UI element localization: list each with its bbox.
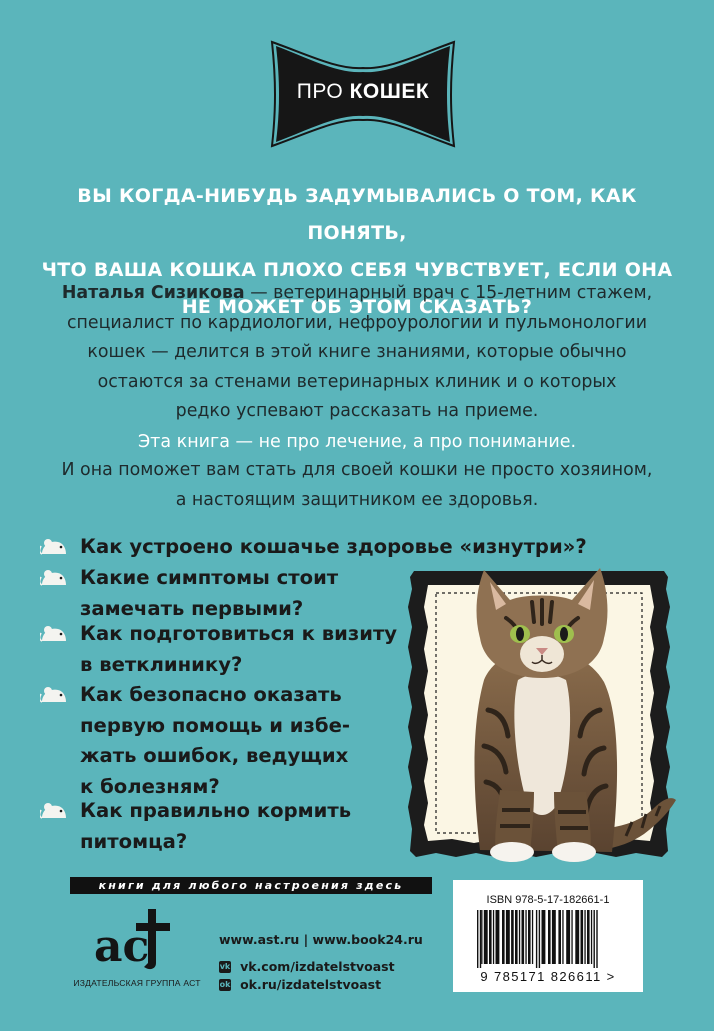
website-links[interactable]: www.ast.ru | www.book24.ru	[219, 932, 423, 947]
ean-barcode	[475, 910, 625, 968]
headline-line: ВЫ КОГДА-НИБУДЬ ЗАДУМЫВАЛИСЬ О ТОМ, КАК ПОНЯТЬ,	[77, 185, 637, 244]
help-line: а настоящим защитником ее здоровья.	[175, 489, 539, 510]
bio-text: — ветеринарный врач с 15-летним стажем,	[244, 283, 653, 303]
ean-digits: 9 785171 826611 >	[480, 969, 616, 984]
help-line: И она поможет вам стать для своей кошки не просто хозяином,	[61, 460, 653, 480]
question-line: Как правильно кормить	[80, 799, 352, 822]
mouse-icon	[40, 686, 68, 704]
bio-line: специалист по кардиологии, нефроурологии и пульмонологии	[66, 312, 648, 333]
mouse-icon	[40, 569, 68, 587]
question-text	[80, 619, 397, 680]
tabby-cat-photo	[440, 560, 678, 863]
vk-link-text: vk.com/izdatelstvoast	[240, 959, 395, 974]
vk-icon: vk	[219, 961, 231, 971]
series-prefix: ПРО	[296, 80, 344, 103]
question-line: Как устроено кошачье здоровье «изнутри»?	[80, 535, 587, 558]
question-line: к болезням?	[80, 774, 220, 798]
bio-line: кошек — делится в этой книге знаниями, которые обычно	[87, 342, 627, 362]
mouse-icon	[40, 625, 68, 643]
vk-link[interactable]	[219, 956, 395, 972]
question-line: Как подготовиться к визиту	[80, 622, 398, 645]
ast-logo-icon	[86, 905, 190, 971]
question-text	[80, 796, 351, 857]
question-line: Как безопасно оказать	[80, 683, 342, 706]
bio-line: остаются за стенами ветеринарных клиник и о которых	[97, 371, 617, 392]
author-name: Наталья Сизикова	[61, 283, 245, 303]
help-text	[28, 456, 686, 515]
headline-line: ЧТО ВАША КОШКА ПЛОХО СЕБЯ ЧУВСТВУЕТ, ЕСЛИ ОНА	[41, 259, 673, 281]
mouse-icon	[40, 802, 68, 820]
headline-line: НЕ МОЖЕТ ОБ ЭТОМ СКАЗАТЬ?	[181, 296, 533, 318]
question-line: первую помощь и избе-	[80, 713, 351, 737]
series-title	[268, 80, 458, 104]
question-text	[80, 563, 338, 624]
question-text	[80, 680, 350, 802]
author-bio	[28, 279, 686, 427]
logo-text: ac	[94, 921, 150, 971]
isbn-number: ISBN 978-5-17-182661-1	[486, 894, 610, 906]
ok-link[interactable]	[219, 974, 381, 990]
slogan-banner: книги для любого настроения здесь	[70, 877, 432, 894]
question-line: жать ошибок, ведущих	[80, 744, 349, 767]
question-text	[80, 532, 587, 563]
bio-line	[28, 279, 686, 309]
question-line: питомца?	[80, 829, 188, 853]
ok-icon: ok	[219, 979, 231, 989]
pitch-line: Эта книга — не про лечение, а про понимание.	[137, 432, 577, 452]
mouse-icon	[40, 538, 68, 556]
question-line: Какие симптомы стоит	[80, 566, 339, 589]
question-line: в ветклинику?	[80, 652, 243, 676]
bio-line: редко успевают рассказать на приеме.	[175, 401, 539, 421]
series-name: КОШЕК	[349, 80, 430, 103]
ok-link-text: ok.ru/izdatelstvoast	[240, 977, 382, 992]
publisher-name: ИЗДАТЕЛЬСКАЯ ГРУППА АСТ	[73, 978, 201, 988]
question-line: замечать первыми?	[80, 596, 304, 620]
